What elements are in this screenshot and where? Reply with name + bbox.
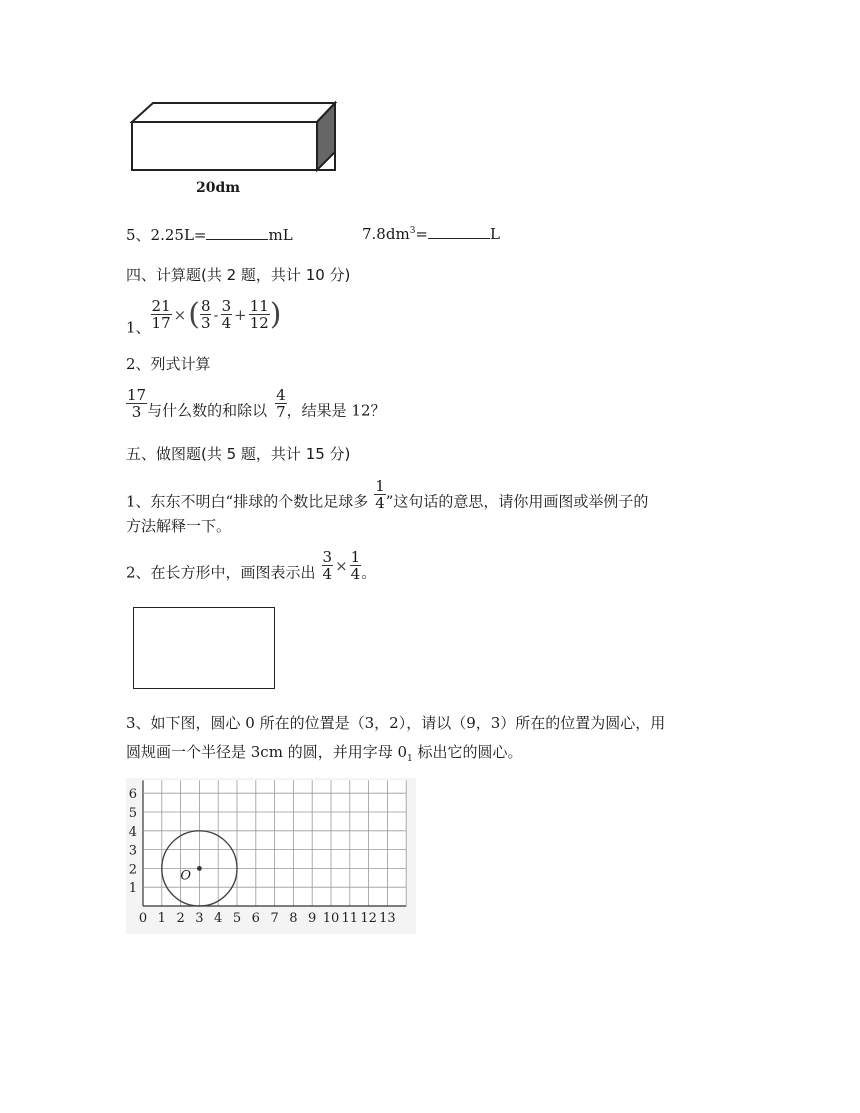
q1-times: × bbox=[173, 305, 187, 324]
s5q3-line2-sub: 1 bbox=[407, 754, 413, 764]
s5q1-frac: $\frac{1}{4}$ bbox=[375, 477, 385, 512]
q2-text-a: 与什么数的和除以 bbox=[147, 401, 268, 420]
y-tick-label: 1 bbox=[128, 881, 137, 897]
section4-q2-title: 2、列式计算 bbox=[126, 355, 211, 373]
x-tick-label: 6 bbox=[251, 911, 260, 926]
x-tick-label: 11 bbox=[341, 911, 359, 926]
x-tick-label: 3 bbox=[195, 911, 204, 926]
drawing-rectangle[interactable] bbox=[133, 607, 275, 689]
q1-number: 1、 bbox=[126, 318, 151, 337]
y-tick-label: 2 bbox=[128, 862, 137, 878]
cuboid-length-label: 20dm bbox=[196, 180, 241, 196]
section5-title: 五、做图题(共 5 题，共计 15 分) bbox=[126, 445, 351, 463]
q1-minus: - bbox=[213, 305, 219, 324]
section5-q3-line2 bbox=[126, 741, 523, 764]
x-tick-label: 9 bbox=[308, 911, 317, 926]
x-tick-label: 5 bbox=[232, 911, 242, 926]
cuboid-top-face bbox=[132, 103, 335, 122]
x-tick-label: 7 bbox=[270, 911, 279, 926]
q5-right-prefix: 7.8dm bbox=[362, 225, 410, 243]
circle-center-point bbox=[197, 866, 202, 871]
q1-right-paren: ) bbox=[269, 297, 282, 332]
circle-center-label: O bbox=[180, 868, 192, 884]
q5-right-blank[interactable] bbox=[428, 224, 490, 239]
section4-q1 bbox=[126, 297, 282, 338]
q5-left-blank[interactable] bbox=[206, 225, 268, 240]
section5-q1-line2: 方法解释一下。 bbox=[126, 517, 232, 535]
q2-frac1: $\frac{17}{3}$ bbox=[127, 386, 147, 421]
q1-frac1: $\frac{21}{17}$ bbox=[151, 297, 171, 332]
y-tick-label: 5 bbox=[128, 806, 137, 821]
section5-q3-line1: 3、如下图，圆心 0 所在的位置是（3，2），请以（9，3）所在的位置为圆心，用 bbox=[126, 714, 666, 732]
y-tick-label: 4 bbox=[128, 824, 137, 840]
x-tick-label: 13 bbox=[379, 911, 396, 926]
x-tick-label: 2 bbox=[176, 911, 185, 926]
section5-q1-line1 bbox=[126, 478, 648, 512]
s5q1-text-b: ”这句话的意思，请你用画图或举例子的 bbox=[385, 492, 649, 511]
x-tick-label: 4 bbox=[214, 911, 223, 926]
x-tick-label: 12 bbox=[360, 911, 377, 926]
x-tick-label: 10 bbox=[322, 911, 340, 926]
q1-plus: + bbox=[234, 305, 247, 324]
s5q2-frac2: $\frac{1}{4}$ bbox=[350, 548, 361, 583]
section5-q2 bbox=[126, 549, 376, 583]
x-tick-label: 0 bbox=[138, 911, 148, 926]
q5-left-unit: mL bbox=[268, 226, 293, 244]
s5q3-line2-a: 圆规画一个半径是 3cm 的圆，并用字母 0 bbox=[126, 743, 408, 761]
q1-left-paren: ( bbox=[188, 297, 200, 332]
q5-right-eq: = bbox=[415, 225, 428, 243]
q5-left bbox=[126, 224, 293, 245]
s5q3-line2-b: 标出它的圆心。 bbox=[412, 743, 523, 761]
section4-title: 四、计算题(共 2 题，共计 10 分) bbox=[126, 266, 351, 284]
s5q1-text-a: 1、东东不明白“排球的个数比足球多 bbox=[126, 492, 369, 511]
q5-right-unit: L bbox=[490, 225, 500, 243]
coordinate-grid bbox=[126, 778, 416, 934]
y-tick-label: 6 bbox=[128, 787, 137, 803]
s5q2-times: × bbox=[335, 556, 348, 575]
section4-q2-body bbox=[126, 387, 386, 421]
q1-frac2: $\frac{8}{3}$ bbox=[200, 297, 211, 332]
s5q2-text-a: 2、在长方形中，画图表示出 bbox=[126, 563, 316, 582]
q5-right-exp: 3 bbox=[409, 226, 416, 236]
cuboid-front-face bbox=[132, 122, 335, 170]
q2-text-b: ，结果是 12？ bbox=[286, 401, 386, 420]
x-tick-label: 8 bbox=[289, 911, 298, 926]
q2-frac2: $\frac{4}{7}$ bbox=[276, 386, 286, 421]
q1-frac3: $\frac{3}{4}$ bbox=[221, 297, 232, 332]
q5-left-prefix: 5、2.25L= bbox=[126, 226, 207, 244]
s5q2-text-b: 。 bbox=[361, 563, 377, 582]
q5-right bbox=[362, 224, 500, 243]
x-tick-label: 1 bbox=[157, 911, 166, 926]
q1-frac4: $\frac{11}{12}$ bbox=[249, 297, 269, 332]
s5q2-frac1: $\frac{3}{4}$ bbox=[322, 548, 333, 583]
y-tick-label: 3 bbox=[128, 843, 137, 859]
